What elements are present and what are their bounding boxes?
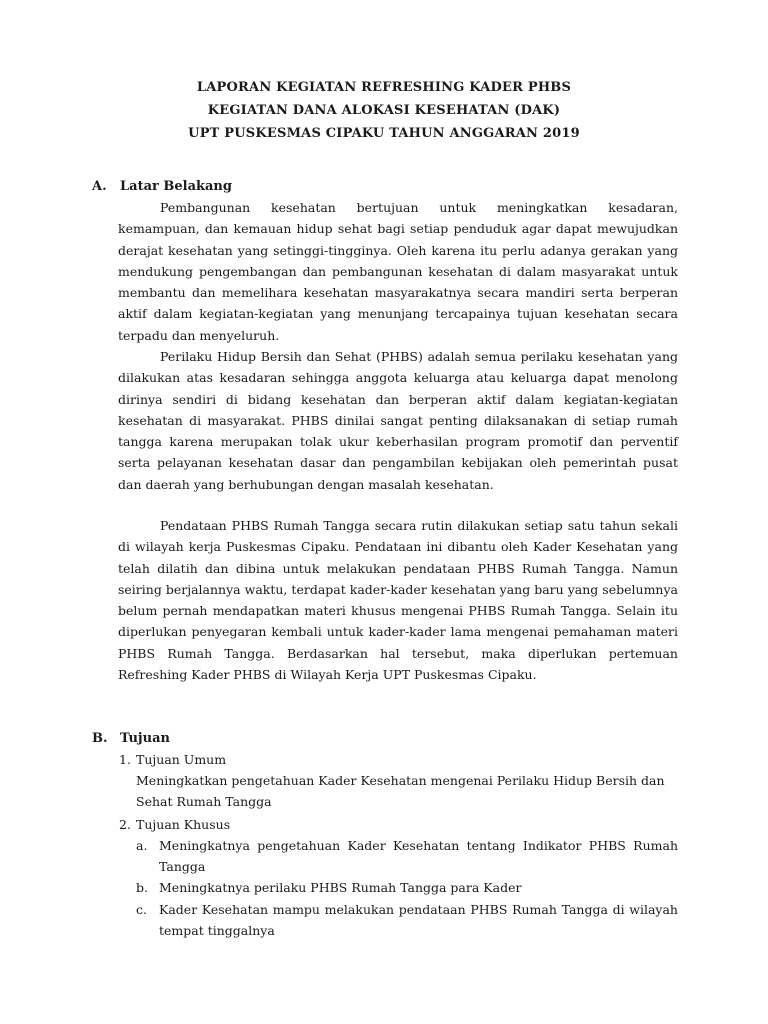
specific-goal-a-text: Meningkatnya pengetahuan Kader Kesehatan tentang Indikator PHBS Rumah Tangga: [159, 838, 678, 874]
general-goal-text: Meningkatkan pengetahuan Kader Kesehatan mengenai Perilaku Hidup Bersih dan Sehat Rumah Tangga: [136, 773, 665, 809]
specific-goal-label: Tujuan Khusus: [136, 817, 231, 832]
section-b-title: Tujuan: [120, 731, 170, 746]
report-title-line-2: KEGIATAN DANA ALOKASI KESEHATAN (DAK): [207, 103, 561, 118]
specific-goal-number: 2.: [119, 817, 131, 832]
specific-goal-c-text: Kader Kesehatan mampu melakukan pendataan PHBS Rumah Tangga di wilayah tempat tinggalnya: [159, 902, 678, 938]
specific-goal-b-letter: b.: [136, 880, 148, 895]
section-a-title: Latar Belakang: [120, 179, 232, 194]
background-paragraph-3: Pendataan PHBS Rumah Tangga secara rutin dilakukan setiap satu tahun sekali di wilayah kerja Puskesmas Cipaku. Pendataan ini dibantu oleh Kader Kesehatan yang telah dilatih dan dibina untuk melakukan pendataan PHBS Rumah Tangga. Namun seiring berjalannya waktu, terdapat kader-kader kesehatan yang baru yang sebelumnya belum pernah mendapatkan materi khusus mengenai PHBS Rumah Tangga. Selain itu diperlukan penyegaran kembali untuk kader-kader lama mengenai pemahaman materi PHBS Rumah Tangga. Berdasarkan hal tersebut, maka diperlukan pertemuan Refreshing Kader PHBS di Wilayah Kerja UPT Puskesmas Cipaku.: [118, 518, 678, 683]
specific-goal-c-letter: c.: [136, 902, 147, 917]
background-paragraph-2: Perilaku Hidup Bersih dan Sehat (PHBS) adalah semua perilaku kesehatan yang dilakukan atas kesadaran sehingga anggota keluarga atau keluarga dapat menolong dirinya sendiri di bidang kesehatan dan berperan aktif dalam kegiatan-kegiatan kesehatan di masyarakat. PHBS dinilai sangat penting dilaksanakan di setiap rumah tangga karena merupakan tolak ukur keberhasilan program promotif dan perventif serta pelayanan kesehatan dasar dan pengambilan kebijakan oleh pemerintah pusat dan daerah yang berhubungan dengan masalah kesehatan.: [118, 349, 678, 492]
section-b-letter: B.: [92, 731, 108, 746]
report-title-line-3: UPT PUSKESMAS CIPAKU TAHUN ANGGARAN 2019: [188, 126, 580, 141]
general-goal-label: Tujuan Umum: [136, 752, 227, 767]
background-paragraph-1: Pembangunan kesehatan bertujuan untuk meningkatkan kesadaran, kemampuan, dan kemauan hidup sehat bagi setiap penduduk agar dapat mewujudkan derajat kesehatan yang setinggi-tingginya. Oleh karena itu perlu adanya gerakan yang mendukung pengembangan dan pembangunan kesehatan di dalam masyarakat untuk membantu dan memelihara kesehatan masyarakatnya secara mandiri serta berperan aktif dalam kegiatan-kegiatan yang menunjang tercapainya tujuan kesehatan secara terpadu dan menyeluruh.: [118, 200, 678, 343]
report-title-line-1: LAPORAN KEGIATAN REFRESHING KADER PHBS: [196, 80, 572, 95]
general-goal-number: 1.: [119, 752, 131, 767]
section-a-letter: A.: [92, 179, 107, 194]
specific-goal-a-letter: a.: [136, 838, 148, 853]
specific-goal-b-text: Meningkatnya perilaku PHBS Rumah Tangga para Kader: [159, 880, 522, 895]
